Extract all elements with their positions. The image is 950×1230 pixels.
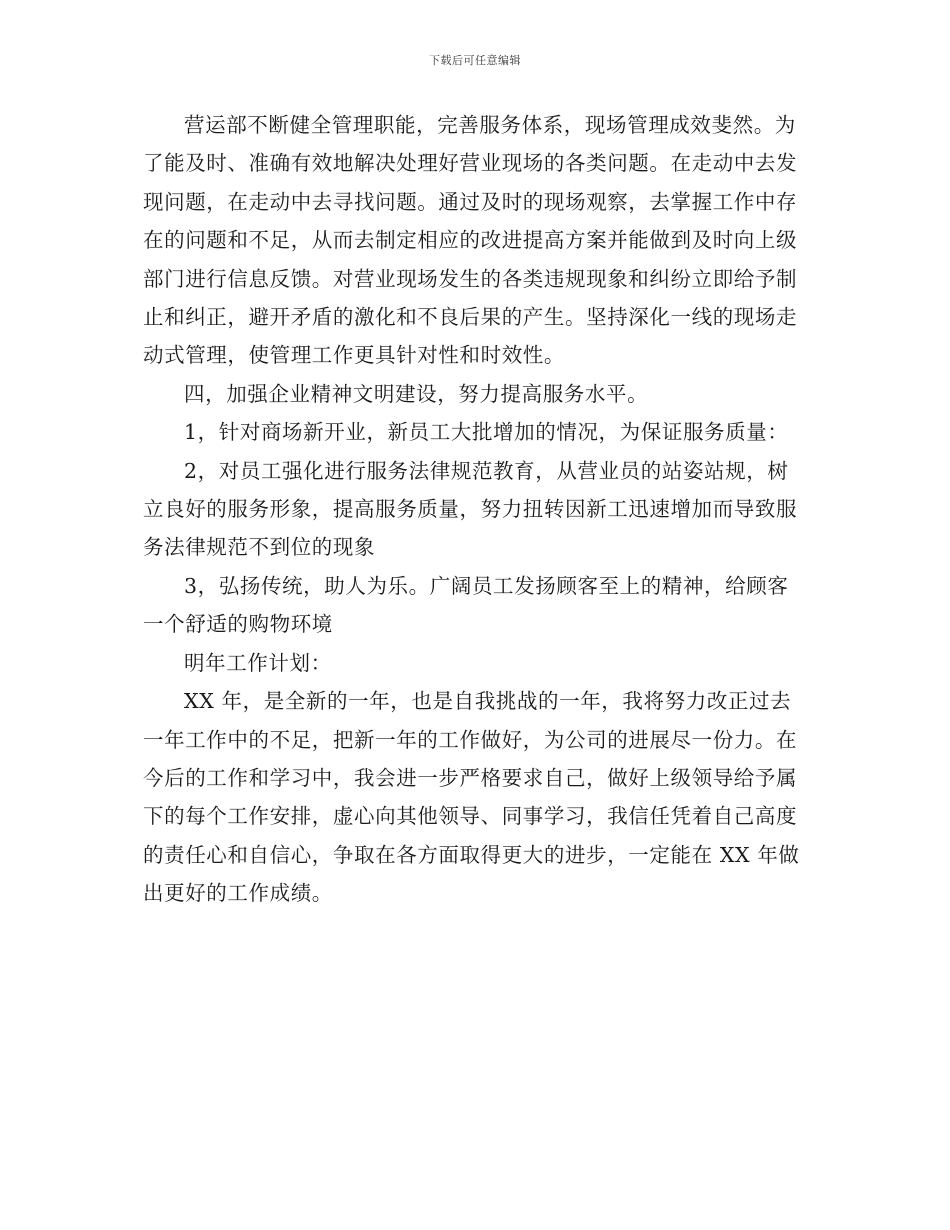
paragraph-item-2: 2，对员工强化进行服务法律规范教育，从营业员的站姿站规，树立良好的服务形象，提高服务质量，努力扭转因新工迅速增加而导致服务法律规范不到位的现象 <box>143 458 798 560</box>
paragraph-plan-body: XX 年，是全新的一年，也是自我挑战的一年，我将努力改正过去一年工作中的不足，把新一年的工作做好，为公司的进展尽一份力。在今后的工作和学习中，我会进一步严格要求自己，做好上级领导给予属下的每个工作安排，虚心向其他领导、同事学习，我信任凭着自己高度的责任心和自信心，争取在各方面取得更大的进步，一定能在 XX 年做出更好的工作成绩。 <box>143 689 800 906</box>
paragraph-item-3: 3，弘扬传统，助人为乐。广阔员工发扬顾客至上的精神，给顾客一个舒适的购物环境 <box>143 573 789 637</box>
page-header: 下载后可任意编辑 <box>429 54 521 67</box>
paragraph-operations: 营运部不断健全管理职能，完善服务体系，现场管理成效斐然。为了能及时、准确有效地解决处理好营业现场的各类问题。在走动中去发现问题，在走动中去寻找问题。通过及时的现场观察，去掌握工作中存在的问题和不足，从而去制定相应的改进提高方案并能做到及时向上级部门进行信息反馈。对营业现场发生的各类违规现象和纠纷立即给予制止和纠正，避开矛盾的激化和不良后果的产生。坚持深化一线的现场走动式管理，使管理工作更具针对性和时效性。 <box>143 113 798 368</box>
paragraph-plan-heading: 明年工作计划： <box>184 650 332 675</box>
paragraph-section-four-heading: 四，加强企业精神文明建设，努力提高服务水平。 <box>184 381 649 406</box>
paragraph-item-1: 1，针对商场新开业，新员工大批增加的情况，为保证服务质量： <box>184 420 789 445</box>
document-body <box>143 106 803 913</box>
